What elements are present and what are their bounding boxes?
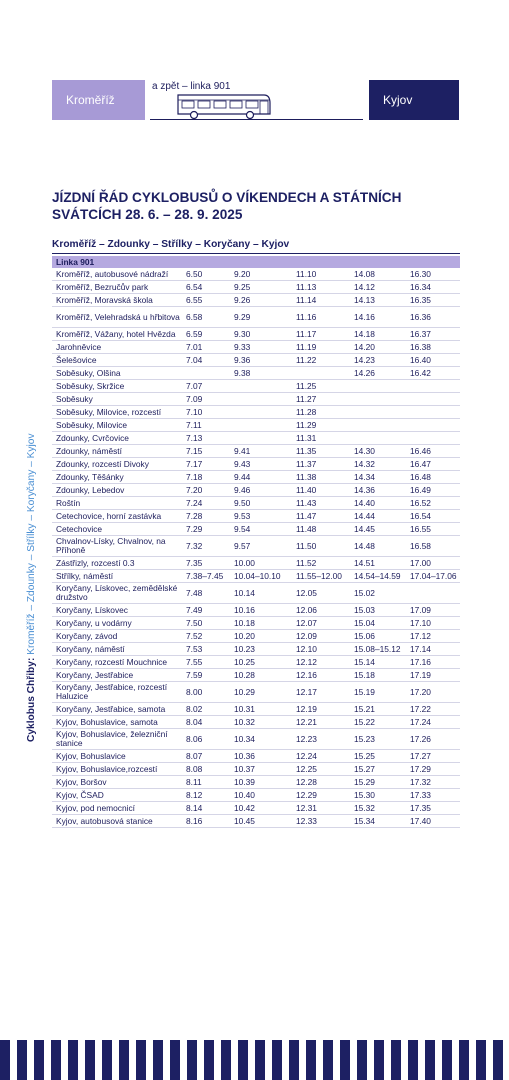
timetable-body <box>52 268 460 828</box>
departure-time: 16.30 <box>410 268 460 281</box>
departure-time: 6.58 <box>186 307 234 328</box>
departure-time: 9.46 <box>234 484 296 497</box>
departure-time: 15.04 <box>354 617 410 630</box>
departure-time: 8.07 <box>186 750 234 763</box>
departure-time: 14.30 <box>354 445 410 458</box>
departure-time: 11.50 <box>296 536 354 557</box>
departure-time: 11.17 <box>296 328 354 341</box>
stop-name: Šelešovice <box>52 354 186 367</box>
table-row <box>52 630 460 643</box>
stop-name: Koryčany, Jestřabice <box>52 669 186 682</box>
departure-time <box>234 419 296 432</box>
departure-time: 8.14 <box>186 802 234 815</box>
page-title: JÍZDNÍ ŘÁD CYKLOBUSŮ O VÍKENDECH A STÁTNÍCH SVÁTCÍCH 28. 6. – 28. 9. 2025 <box>52 190 402 222</box>
departure-time: 9.54 <box>234 523 296 536</box>
departure-time: 16.49 <box>410 484 460 497</box>
stop-name: Soběsuky, Olšina <box>52 367 186 380</box>
table-row <box>52 802 460 815</box>
departure-time: 15.19 <box>354 682 410 703</box>
departure-time: 15.08–15.12 <box>354 643 410 656</box>
departure-time: 7.09 <box>186 393 234 406</box>
departure-time <box>410 406 460 419</box>
departure-time: 11.55–12.00 <box>296 570 354 583</box>
departure-time: 17.35 <box>410 802 460 815</box>
departure-time: 16.54 <box>410 510 460 523</box>
destination-badge <box>369 80 459 120</box>
table-row <box>52 367 460 380</box>
departure-time: 7.07 <box>186 380 234 393</box>
departure-time: 10.18 <box>234 617 296 630</box>
stop-name: Kyjov, Bohuslavice, samota <box>52 716 186 729</box>
stop-name: Soběsuky, Skržice <box>52 380 186 393</box>
departure-time <box>410 419 460 432</box>
departure-time: 7.52 <box>186 630 234 643</box>
departure-time: 16.36 <box>410 307 460 328</box>
departure-time: 15.27 <box>354 763 410 776</box>
table-row <box>52 763 460 776</box>
departure-time: 9.41 <box>234 445 296 458</box>
stripe-footer <box>0 1040 509 1080</box>
departure-time: 11.43 <box>296 497 354 510</box>
table-row <box>52 729 460 750</box>
departure-time <box>410 380 460 393</box>
departure-time: 16.37 <box>410 328 460 341</box>
stop-name: Koryčany, náměstí <box>52 643 186 656</box>
table-row <box>52 789 460 802</box>
departure-time: 10.23 <box>234 643 296 656</box>
departure-time: 10.45 <box>234 815 296 828</box>
departure-time: 7.59 <box>186 669 234 682</box>
departure-time <box>354 419 410 432</box>
stop-name: Cetechovice <box>52 523 186 536</box>
stop-name: Jarohněvice <box>52 341 186 354</box>
line-header: Linka 901 <box>52 256 460 268</box>
stop-name: Cetechovice, horní zastávka <box>52 510 186 523</box>
departure-time <box>234 393 296 406</box>
departure-time: 7.20 <box>186 484 234 497</box>
departure-time: 14.44 <box>354 510 410 523</box>
departure-time: 12.33 <box>296 815 354 828</box>
departure-time: 12.28 <box>296 776 354 789</box>
table-row <box>52 445 460 458</box>
departure-time: 10.40 <box>234 789 296 802</box>
table-row <box>52 604 460 617</box>
departure-time: 11.10 <box>296 268 354 281</box>
departure-time: 7.17 <box>186 458 234 471</box>
departure-time: 14.32 <box>354 458 410 471</box>
departure-time: 16.58 <box>410 536 460 557</box>
side-label <box>26 433 37 742</box>
departure-time: 6.55 <box>186 294 234 307</box>
departure-time: 8.00 <box>186 682 234 703</box>
departure-time <box>410 583 460 604</box>
departure-time: 11.38 <box>296 471 354 484</box>
departure-time: 15.14 <box>354 656 410 669</box>
departure-time: 10.39 <box>234 776 296 789</box>
departure-time: 12.12 <box>296 656 354 669</box>
departure-time <box>234 432 296 445</box>
departure-time <box>410 393 460 406</box>
departure-time: 12.21 <box>296 716 354 729</box>
route-subtitle: Kroměříž – Zdounky – Střílky – Koryčany – Kyjov <box>52 239 290 250</box>
departure-time: 15.32 <box>354 802 410 815</box>
departure-time: 10.42 <box>234 802 296 815</box>
departure-time: 7.28 <box>186 510 234 523</box>
table-row <box>52 510 460 523</box>
table-row <box>52 583 460 604</box>
departure-time <box>354 406 410 419</box>
departure-time: 12.05 <box>296 583 354 604</box>
departure-time: 16.52 <box>410 497 460 510</box>
departure-time: 15.21 <box>354 703 410 716</box>
departure-time: 10.14 <box>234 583 296 604</box>
departure-time: 10.36 <box>234 750 296 763</box>
departure-time: 6.50 <box>186 268 234 281</box>
table-row <box>52 307 460 328</box>
departure-time: 7.38–7.45 <box>186 570 234 583</box>
departure-time: 14.12 <box>354 281 410 294</box>
table-row <box>52 617 460 630</box>
table-row <box>52 419 460 432</box>
stop-name: Soběsuky <box>52 393 186 406</box>
departure-time: 14.40 <box>354 497 410 510</box>
stop-name: Roštín <box>52 497 186 510</box>
departure-time: 11.37 <box>296 458 354 471</box>
departure-time: 16.35 <box>410 294 460 307</box>
route-label: a zpět – linka 901 <box>152 81 231 92</box>
departure-time <box>234 406 296 419</box>
stop-name: Kyjov, Bohuslavice <box>52 750 186 763</box>
departure-time <box>354 393 410 406</box>
departure-time: 11.29 <box>296 419 354 432</box>
departure-time: 15.02 <box>354 583 410 604</box>
stop-name: Chvalnov-Lísky, Chvalnov, na Příhoně <box>52 536 186 557</box>
stop-name: Zástřizly, rozcestí 0.3 <box>52 557 186 570</box>
departure-time: 10.04–10.10 <box>234 570 296 583</box>
departure-time: 10.29 <box>234 682 296 703</box>
departure-time: 14.26 <box>354 367 410 380</box>
stop-name: Kyjov, ČSAD <box>52 789 186 802</box>
stop-name: Koryčany, Jestřabice, samota <box>52 703 186 716</box>
stop-name: Koryčany, rozcestí Mouchnice <box>52 656 186 669</box>
departure-time: 10.16 <box>234 604 296 617</box>
departure-time: 12.10 <box>296 643 354 656</box>
table-row <box>52 557 460 570</box>
origin-badge <box>52 80 145 120</box>
departure-time: 7.24 <box>186 497 234 510</box>
departure-time: 14.18 <box>354 328 410 341</box>
departure-time: 11.28 <box>296 406 354 419</box>
table-row <box>52 484 460 497</box>
departure-time: 16.47 <box>410 458 460 471</box>
departure-time: 9.53 <box>234 510 296 523</box>
stop-name: Zdounky, náměstí <box>52 445 186 458</box>
table-row <box>52 328 460 341</box>
departure-time: 12.07 <box>296 617 354 630</box>
departure-time: 15.29 <box>354 776 410 789</box>
route-line <box>150 119 363 120</box>
departure-time: 11.19 <box>296 341 354 354</box>
departure-time: 8.08 <box>186 763 234 776</box>
stop-name: Koryčany, Lískovec <box>52 604 186 617</box>
table-row <box>52 294 460 307</box>
departure-time: 8.06 <box>186 729 234 750</box>
table-row <box>52 643 460 656</box>
departure-time: 16.38 <box>410 341 460 354</box>
table-row <box>52 716 460 729</box>
departure-time: 7.35 <box>186 557 234 570</box>
departure-time: 17.14 <box>410 643 460 656</box>
stop-name: Kyjov, Bohuslavice,rozcestí <box>52 763 186 776</box>
departure-time: 12.19 <box>296 703 354 716</box>
stop-name: Kyjov, Boršov <box>52 776 186 789</box>
departure-time: 9.25 <box>234 281 296 294</box>
side-label-prefix: Cyklobus Chřiby: <box>26 654 37 742</box>
departure-time: 16.42 <box>410 367 460 380</box>
departure-time: 11.40 <box>296 484 354 497</box>
departure-time: 8.16 <box>186 815 234 828</box>
departure-time: 15.23 <box>354 729 410 750</box>
side-label-route: Kroměříž – Zdounky – Střílky – Koryčany – Kyjov <box>26 433 37 655</box>
table-row <box>52 380 460 393</box>
departure-time: 11.47 <box>296 510 354 523</box>
table-row <box>52 406 460 419</box>
departure-time <box>296 367 354 380</box>
departure-time: 14.51 <box>354 557 410 570</box>
departure-time: 8.11 <box>186 776 234 789</box>
departure-time: 17.10 <box>410 617 460 630</box>
departure-time: 15.03 <box>354 604 410 617</box>
stop-name: Kyjov, pod nemocnicí <box>52 802 186 815</box>
departure-time: 14.08 <box>354 268 410 281</box>
departure-time: 10.32 <box>234 716 296 729</box>
departure-time <box>186 367 234 380</box>
table-row <box>52 281 460 294</box>
departure-time: 9.20 <box>234 268 296 281</box>
departure-time: 11.27 <box>296 393 354 406</box>
departure-time: 12.17 <box>296 682 354 703</box>
departure-time: 16.48 <box>410 471 460 484</box>
departure-time: 11.31 <box>296 432 354 445</box>
departure-time: 14.20 <box>354 341 410 354</box>
departure-time: 7.04 <box>186 354 234 367</box>
departure-time: 17.32 <box>410 776 460 789</box>
departure-time: 17.27 <box>410 750 460 763</box>
departure-time: 17.19 <box>410 669 460 682</box>
departure-time: 14.54–14.59 <box>354 570 410 583</box>
departure-time: 14.34 <box>354 471 410 484</box>
table-row <box>52 341 460 354</box>
departure-time: 8.02 <box>186 703 234 716</box>
departure-time: 7.01 <box>186 341 234 354</box>
departure-time: 9.43 <box>234 458 296 471</box>
departure-time: 17.40 <box>410 815 460 828</box>
departure-time: 15.22 <box>354 716 410 729</box>
departure-time: 9.36 <box>234 354 296 367</box>
departure-time: 12.16 <box>296 669 354 682</box>
table-row <box>52 393 460 406</box>
departure-time: 15.18 <box>354 669 410 682</box>
departure-time: 11.48 <box>296 523 354 536</box>
departure-time: 17.26 <box>410 729 460 750</box>
departure-time: 9.44 <box>234 471 296 484</box>
departure-time: 10.34 <box>234 729 296 750</box>
departure-time: 14.13 <box>354 294 410 307</box>
stop-name: Zdounky, Cvrčovice <box>52 432 186 445</box>
departure-time: 12.29 <box>296 789 354 802</box>
departure-time: 6.59 <box>186 328 234 341</box>
departure-time: 10.00 <box>234 557 296 570</box>
departure-time: 9.26 <box>234 294 296 307</box>
departure-time: 10.25 <box>234 656 296 669</box>
departure-time: 9.30 <box>234 328 296 341</box>
stop-name: Zdounky, Lebedov <box>52 484 186 497</box>
stop-name: Soběsuky, Milovice, rozcestí <box>52 406 186 419</box>
departure-time: 9.50 <box>234 497 296 510</box>
departure-time: 9.33 <box>234 341 296 354</box>
stop-name: Kyjov, autobusová stanice <box>52 815 186 828</box>
stop-name: Koryčany, u vodárny <box>52 617 186 630</box>
subtitle-divider <box>52 253 460 254</box>
stop-name: Střílky, náměstí <box>52 570 186 583</box>
stop-name: Kroměříž, Bezručův park <box>52 281 186 294</box>
departure-time: 15.34 <box>354 815 410 828</box>
stop-name: Kroměříž, Vážany, hotel Hvězda <box>52 328 186 341</box>
departure-time: 11.52 <box>296 557 354 570</box>
departure-time: 11.25 <box>296 380 354 393</box>
departure-time: 17.29 <box>410 763 460 776</box>
departure-time: 7.48 <box>186 583 234 604</box>
table-row <box>52 432 460 445</box>
departure-time: 12.31 <box>296 802 354 815</box>
departure-time <box>354 380 410 393</box>
departure-time: 11.22 <box>296 354 354 367</box>
departure-time: 12.24 <box>296 750 354 763</box>
departure-time <box>410 432 460 445</box>
departure-time: 15.25 <box>354 750 410 763</box>
departure-time: 8.04 <box>186 716 234 729</box>
departure-time: 11.35 <box>296 445 354 458</box>
departure-time: 7.11 <box>186 419 234 432</box>
departure-time: 11.13 <box>296 281 354 294</box>
departure-time: 7.13 <box>186 432 234 445</box>
departure-time: 8.12 <box>186 789 234 802</box>
departure-time: 7.50 <box>186 617 234 630</box>
departure-time: 16.46 <box>410 445 460 458</box>
departure-time: 9.57 <box>234 536 296 557</box>
departure-time: 10.20 <box>234 630 296 643</box>
departure-time: 17.09 <box>410 604 460 617</box>
departure-time: 14.45 <box>354 523 410 536</box>
departure-time: 9.29 <box>234 307 296 328</box>
stop-name: Zdounky, rozcestí Divoky <box>52 458 186 471</box>
destination-label: Kyjov <box>383 93 413 107</box>
departure-time: 17.20 <box>410 682 460 703</box>
departure-time: 17.24 <box>410 716 460 729</box>
departure-time: 14.48 <box>354 536 410 557</box>
departure-time: 17.16 <box>410 656 460 669</box>
departure-time: 15.06 <box>354 630 410 643</box>
departure-time: 10.37 <box>234 763 296 776</box>
table-row <box>52 268 460 281</box>
table-row <box>52 682 460 703</box>
departure-time: 17.00 <box>410 557 460 570</box>
stop-name: Kroměříž, Velehradská u hřbitova <box>52 307 186 328</box>
departure-time: 15.30 <box>354 789 410 802</box>
departure-time: 7.53 <box>186 643 234 656</box>
departure-time: 9.38 <box>234 367 296 380</box>
departure-time: 12.25 <box>296 763 354 776</box>
departure-time: 17.04–17.06 <box>410 570 460 583</box>
stop-name: Koryčany, závod <box>52 630 186 643</box>
departure-time: 11.14 <box>296 294 354 307</box>
table-row <box>52 471 460 484</box>
departure-time: 7.32 <box>186 536 234 557</box>
departure-time: 17.33 <box>410 789 460 802</box>
table-row <box>52 458 460 471</box>
stop-name: Koryčany, Jestřabice, rozcestí Haluzice <box>52 682 186 703</box>
stop-name: Zdounky, Těšánky <box>52 471 186 484</box>
departure-time: 7.29 <box>186 523 234 536</box>
origin-label: Kroměříž <box>66 93 115 107</box>
stop-name: Soběsuky, Milovice <box>52 419 186 432</box>
departure-time: 7.10 <box>186 406 234 419</box>
departure-time: 12.06 <box>296 604 354 617</box>
table-row <box>52 656 460 669</box>
departure-time: 16.40 <box>410 354 460 367</box>
departure-time <box>234 380 296 393</box>
departure-time: 7.15 <box>186 445 234 458</box>
departure-time: 14.16 <box>354 307 410 328</box>
stop-name: Koryčany, Lískovec, zemědělské družstvo <box>52 583 186 604</box>
departure-time: 14.36 <box>354 484 410 497</box>
departure-time: 10.28 <box>234 669 296 682</box>
table-row <box>52 536 460 557</box>
stop-name: Kroměříž, autobusové nádraží <box>52 268 186 281</box>
stop-name: Kroměříž, Moravská škola <box>52 294 186 307</box>
departure-time: 12.09 <box>296 630 354 643</box>
departure-time: 12.23 <box>296 729 354 750</box>
departure-time: 14.23 <box>354 354 410 367</box>
departure-time: 16.55 <box>410 523 460 536</box>
table-row <box>52 750 460 763</box>
departure-time: 7.18 <box>186 471 234 484</box>
departure-time: 17.22 <box>410 703 460 716</box>
table-row <box>52 497 460 510</box>
table-row <box>52 776 460 789</box>
table-row <box>52 669 460 682</box>
departure-time <box>354 432 410 445</box>
bus-icon <box>176 93 272 119</box>
departure-time: 10.31 <box>234 703 296 716</box>
stop-name: Kyjov, Bohuslavice, železniční stanice <box>52 729 186 750</box>
table-row <box>52 570 460 583</box>
departure-time: 6.54 <box>186 281 234 294</box>
departure-time: 17.12 <box>410 630 460 643</box>
departure-time: 7.49 <box>186 604 234 617</box>
table-row <box>52 354 460 367</box>
departure-time: 11.16 <box>296 307 354 328</box>
table-row <box>52 815 460 828</box>
table-row <box>52 523 460 536</box>
timetable <box>52 256 460 828</box>
departure-time: 16.34 <box>410 281 460 294</box>
table-row <box>52 703 460 716</box>
departure-time: 7.55 <box>186 656 234 669</box>
